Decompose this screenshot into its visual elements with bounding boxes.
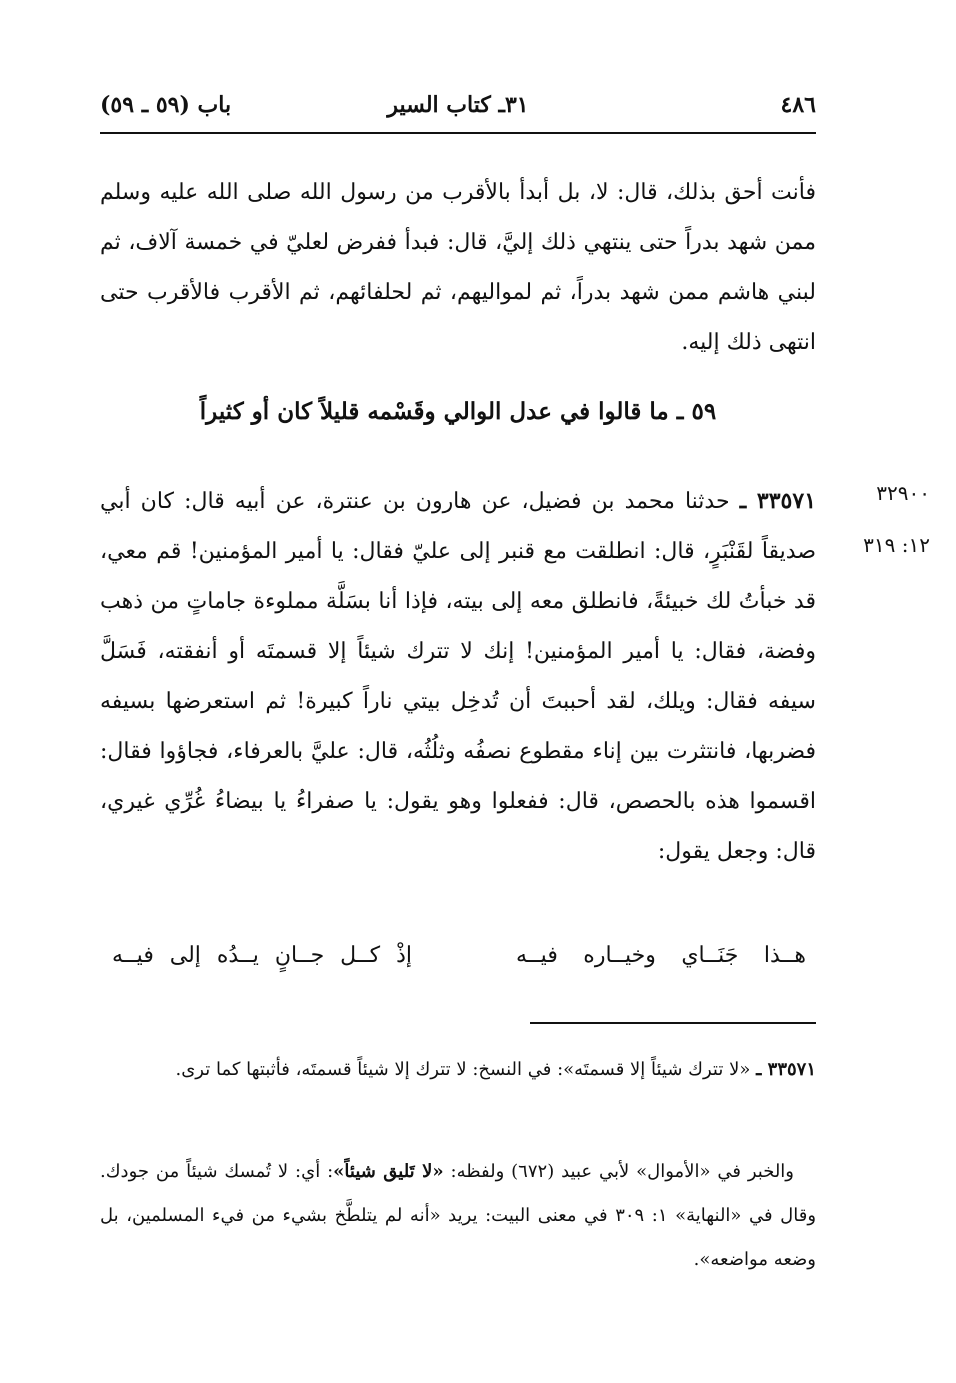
verse-first-hemistich: هــذا جَنَــاي وخيــاره فيــه: [516, 943, 806, 968]
hadith-text: حدثنا محمد بن فضيل، عن هارون بن عنترة، عن أبيه قال: كان أبي صديقاً لقَنْبَرٍ، قال: انطلقت مع قنبر إلى عليّ فقال: يا أمير المؤمنين! قم معي، قد خبأتُ لك خبيئةً، فانطلق معه إلى بيته، فإذا أنا بسَلَّة مملوءة جاماتٍ من ذهب وفضة، فقال: يا أمير المؤمنين! إنك لا تترك شيئاً إلا قسمتَه أو أنفقته، فَسَلَّ سيفه فقال: ويلك، لقد أحببتَ أن تُدخِل بيتي ناراً كبيرة! ثم استعرضها بسيفه فضربها، فانتثرت بين إناء مقطوع نصفُه وثلُثُه، قال: عليَّ بالعرفاء، فجاؤوا فقال: اقسموا هذه بالحصص، قال: ففعلوا وهو يقول: يا صفراءُ يا بيضاءُ غُرِّي غيري، قال: وجعل يقول:: [100, 489, 816, 864]
footnote-text: والخبر في «الأموال» لأبي عبيد (٦٧٢) ولفظه:: [450, 1161, 794, 1182]
footnote-number: ٣٣٥٧١ ـ: [756, 1059, 816, 1080]
margin-reference: ١٢: ٣١٩: [863, 533, 930, 557]
footnote: [100, 1048, 816, 1092]
hadith-number: ٣٣٥٧١ ـ: [739, 488, 817, 514]
footnote-rule: [530, 1022, 816, 1024]
footnote-text: «لا تترك شيئاً إلا قسمتَه»: في النسخ: لا تترك إلا شيئاً قسمتَه، فأثبتها كما ترى.: [175, 1059, 751, 1080]
hadith-paragraph: [100, 476, 816, 877]
page-number: ٤٨٦: [780, 92, 816, 118]
footnote-quote: «لا تَليق شيئاً»: [333, 1161, 444, 1182]
section-title: ٥٩ ـ ما قالوا في عدل الوالي وقَسْمه قليلاً كان أو كثيراً: [199, 398, 717, 425]
chapter-range: باب (٥٩ ـ ٥٩): [100, 92, 232, 118]
footnote: [100, 1150, 816, 1282]
book-title: ٣١ـ كتاب السير: [387, 92, 529, 118]
paragraph-continuation: فأنت أحق بذلك، قال: لا، بل أبدأ بالأقرب من رسول الله صلى الله عليه وسلم ممن شهد بدراً حتى ينتهي ذلك إليَّ، قال: فبدأ ففرض لعليّ في خمسة آلاف، ثم لبني هاشم ممن شهد بدراً، ثم لمواليهم، ثم لحلفائهم، ثم الأقرب فالأقرب حتى انتهى ذلك إليه.: [100, 180, 816, 355]
margin-reference: ٣٢٩٠٠: [876, 481, 930, 505]
footnote-text: : أي: لا تُمسك شيئاً من جودك. وقال في «النهاية» ١: ٣٠٩ في معنى البيت: يريد «أنه لم يتلطَّخ بشيء من فيء المسلمين، بل وضعه مواضعه».: [100, 1161, 817, 1270]
header-rule: [100, 132, 816, 134]
verse-second-hemistich: إذْ كــل جــانٍ يــدُه إلى فيــه: [112, 943, 412, 968]
running-header: [100, 92, 816, 128]
